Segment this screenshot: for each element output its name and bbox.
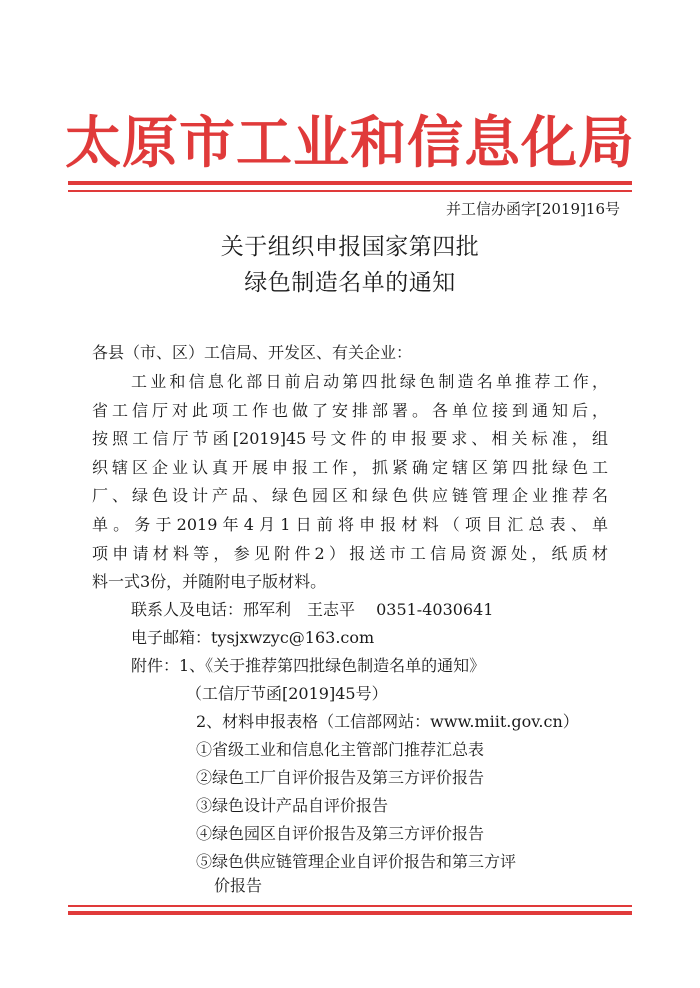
paragraph-line: 厂、绿色设计产品、绿色园区和绿色供应链管理企业推荐名 [92, 486, 608, 505]
paragraph-line: 省工信厅对此项工作也做了安排部署。各单位接到通知后， [92, 401, 608, 420]
header-rule-thin [68, 190, 632, 192]
attachment-item-2: 2、材料申报表格（工信部网站：www.miit.gov.cn） [196, 712, 579, 731]
salutation: 各县（市、区）工信局、开发区、有关企业： [92, 343, 413, 362]
org-title: 太原市工业和信息化局 [65, 111, 635, 176]
footer-rule-thin [68, 905, 632, 907]
attachment-sub-item: ①省级工业和信息化主管部门推荐汇总表 [196, 740, 485, 759]
notice-title-line-1: 关于组织申报国家第四批 [220, 234, 480, 260]
contact-email: 电子邮箱：tysjxwzyc@163.com [131, 628, 375, 647]
attachment-sub-item: ②绿色工厂自评价报告及第三方评价报告 [196, 768, 485, 787]
contact-info: 联系人及电话：邢军利 王志平 0351-4030641 [131, 600, 494, 619]
header-rule-thick [68, 181, 632, 185]
attachment-sub-item: ③绿色设计产品自评价报告 [196, 796, 389, 815]
attachment-sub-item: ⑤绿色供应链管理企业自评价报告和第三方评 [196, 852, 517, 871]
paragraph-line: 按照工信厅节函[2019]45号文件的申报要求、相关标准，组 [92, 429, 608, 448]
paragraph-line: 料一式3份，并随附电子版材料。 [92, 572, 327, 591]
notice-title-line-2: 绿色制造名单的通知 [244, 270, 456, 296]
paragraph-line: 工业和信息化部日前启动第四批绿色制造名单推荐工作， [131, 372, 608, 391]
attachment-item-1-ref: （工信厅节函[2019]45号） [186, 684, 388, 703]
paragraph-line: 单。务于2019年4月1日前将申报材料（项目汇总表、单 [92, 515, 608, 534]
paragraph-line: 项申请材料等，参见附件2）报送市工信局资源处，纸质材 [92, 544, 608, 563]
attachment-sub-item: ④绿色园区自评价报告及第三方评价报告 [196, 824, 485, 843]
paragraph-line: 织辖区企业认真开展申报工作，抓紧确定辖区第四批绿色工 [92, 458, 608, 477]
attachment-item-1: 附件：1、《关于推荐第四批绿色制造名单的通知》 [131, 656, 486, 675]
document-number: 并工信办函字[2019]16号 [446, 200, 620, 218]
attachment-sub-item-continued: 价报告 [214, 876, 263, 895]
footer-rule-thick [68, 911, 632, 915]
